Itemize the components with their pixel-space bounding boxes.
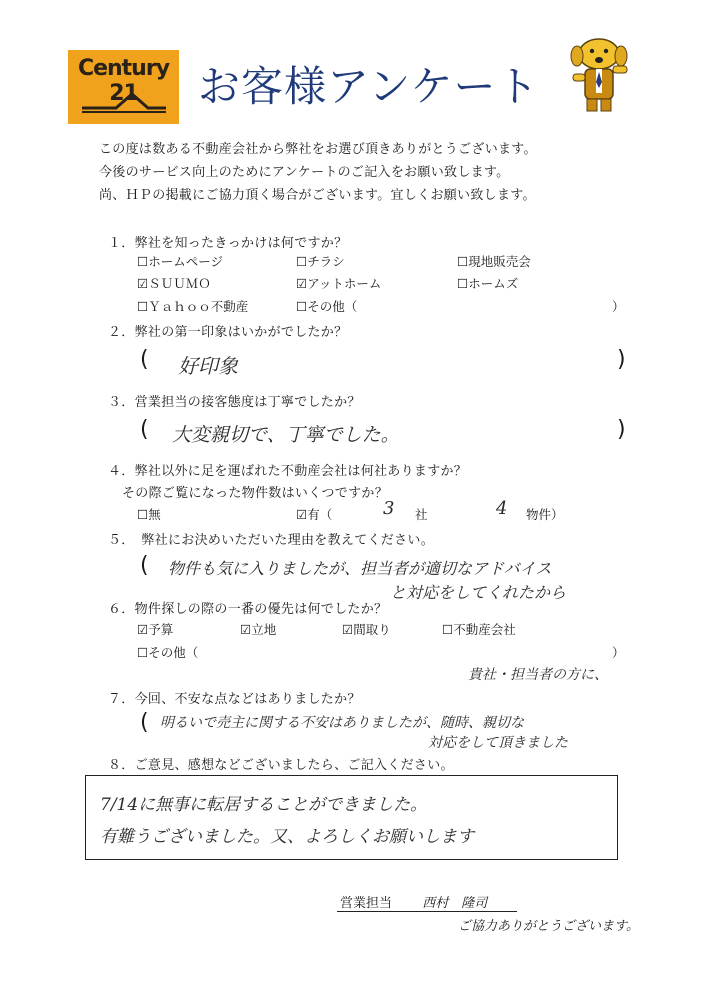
question-7: ７．今回、不安な点などはありましたか？ bbox=[108, 692, 361, 707]
staff-name: 西村 隆司 bbox=[422, 896, 488, 911]
checked-checkbox-icon[interactable]: ☑ bbox=[240, 622, 252, 637]
property-count: 4 bbox=[496, 498, 508, 519]
close-paren: ) bbox=[617, 347, 626, 372]
comment-box[interactable] bbox=[85, 775, 618, 860]
checked-checkbox-icon[interactable]: ☑ bbox=[296, 276, 308, 291]
answer-8-line-2: 有難うございました。又、よろしくお願いします bbox=[100, 827, 474, 847]
option-homes[interactable]: ☐ホームズ bbox=[457, 276, 519, 291]
other-close-paren: ） bbox=[612, 299, 625, 314]
close-paren: ) bbox=[617, 417, 626, 442]
other-close-paren: ） bbox=[612, 645, 625, 660]
signature-underline bbox=[337, 911, 517, 912]
open-paren: ( bbox=[140, 417, 149, 442]
checked-checkbox-icon[interactable]: ☑ bbox=[342, 622, 354, 637]
property-unit: 物件） bbox=[526, 507, 564, 522]
checkbox-icon[interactable]: ☐ bbox=[457, 254, 469, 269]
option-suumo[interactable]: ☑ＳＵＵＭＯ bbox=[137, 276, 211, 291]
company-count: 3 bbox=[383, 498, 395, 519]
answer-7-line-2: 対応をして頂きました bbox=[428, 735, 568, 751]
company-unit: 社 bbox=[415, 507, 428, 522]
question-4-sub: その際ご覧になった物件数はいくつですか？ bbox=[122, 486, 389, 501]
answer-2: 好印象 bbox=[178, 354, 238, 378]
checkbox-icon[interactable]: ☐ bbox=[442, 622, 454, 637]
option-athome[interactable]: ☑アットホーム bbox=[296, 276, 382, 291]
answer-7-line-1: 明るいで売主に関する不安はありましたが、随時、親切な bbox=[160, 715, 524, 731]
option-open-house[interactable]: ☐現地販売会 bbox=[457, 254, 531, 269]
thanks-message: ご協力ありがとうございます。 bbox=[458, 919, 639, 934]
checkbox-icon[interactable]: ☐ bbox=[137, 299, 149, 314]
answer-3: 大変親切で、丁寧でした。 bbox=[172, 424, 400, 446]
checkbox-icon[interactable]: ☐ bbox=[296, 299, 308, 314]
answer-7-insert: 貴社・担当者の方に、 bbox=[468, 667, 608, 683]
checkbox-icon[interactable]: ☐ bbox=[137, 254, 149, 269]
open-paren: ( bbox=[140, 347, 149, 372]
answer-5-line-1: 物件も気に入りましたが、担当者が適切なアドバイス bbox=[168, 559, 552, 578]
century21-logo bbox=[68, 50, 179, 124]
question-1: １．弊社を知ったきっかけは何ですか？ bbox=[108, 236, 348, 251]
option-other[interactable]: ☐その他（ bbox=[296, 299, 358, 314]
option-budget[interactable]: ☑予算 bbox=[137, 622, 174, 637]
staff-label: 営業担当 bbox=[340, 896, 393, 911]
option-other[interactable]: ☐その他（ bbox=[137, 645, 199, 660]
question-3: ３．営業担当の接客態度は丁寧でしたか？ bbox=[108, 395, 361, 410]
option-homepage[interactable]: ☐ホームページ bbox=[137, 254, 223, 269]
page-title: お客様アンケート bbox=[198, 62, 540, 111]
answer-8-line-1: 7/14に無事に転居することができました。 bbox=[100, 795, 428, 815]
open-paren: ( bbox=[140, 553, 149, 578]
intro-line-1: この度は数ある不動産会社から弊社をお選び頂きありがとうございます。 bbox=[99, 142, 537, 157]
option-layout[interactable]: ☑間取り bbox=[342, 622, 391, 637]
checkbox-icon[interactable]: ☐ bbox=[457, 276, 469, 291]
question-6: ６．物件探しの際の一番の優先は何でしたか？ bbox=[108, 602, 388, 617]
option-yes[interactable]: ☑有（ bbox=[296, 507, 333, 522]
option-agency[interactable]: ☐不動産会社 bbox=[442, 622, 516, 637]
question-8: ８．ご意見、感想などございましたら、ご記入ください。 bbox=[108, 758, 454, 773]
intro-line-2: 今後のサービス向上のためにアンケートのご記入をお願い致します。 bbox=[99, 165, 510, 180]
question-4: ４．弊社以外に足を運ばれた不動産会社は何社ありますか？ bbox=[108, 464, 468, 479]
answer-5-line-2: と対応をしてくれたから bbox=[390, 583, 567, 602]
checkbox-icon[interactable]: ☐ bbox=[137, 645, 149, 660]
checked-checkbox-icon[interactable]: ☑ bbox=[137, 622, 149, 637]
staff-signature bbox=[340, 892, 487, 911]
option-location[interactable]: ☑立地 bbox=[240, 622, 277, 637]
checked-checkbox-icon[interactable]: ☑ bbox=[296, 507, 308, 522]
question-5: ５． 弊社にお決めいただいた理由を教えてください。 bbox=[108, 533, 435, 548]
dog-mascot-icon bbox=[563, 36, 635, 116]
open-paren: ( bbox=[140, 710, 149, 735]
intro-line-3: 尚、ＨＰの掲載にご協力頂く場合がございます。宜しくお願い致します。 bbox=[99, 188, 536, 203]
logo-text: Century 21 bbox=[77, 56, 170, 106]
question-2: ２．弊社の第一印象はいかがでしたか？ bbox=[108, 325, 348, 340]
house-roof-icon bbox=[80, 84, 168, 114]
option-flyer[interactable]: ☐チラシ bbox=[296, 254, 345, 269]
checkbox-icon[interactable]: ☐ bbox=[137, 507, 149, 522]
checkbox-icon[interactable]: ☐ bbox=[296, 254, 308, 269]
option-none[interactable]: ☐無 bbox=[137, 507, 161, 522]
checked-checkbox-icon[interactable]: ☑ bbox=[137, 276, 149, 291]
option-yahoo[interactable]: ☐Ｙａｈｏｏ不動産 bbox=[137, 299, 249, 314]
